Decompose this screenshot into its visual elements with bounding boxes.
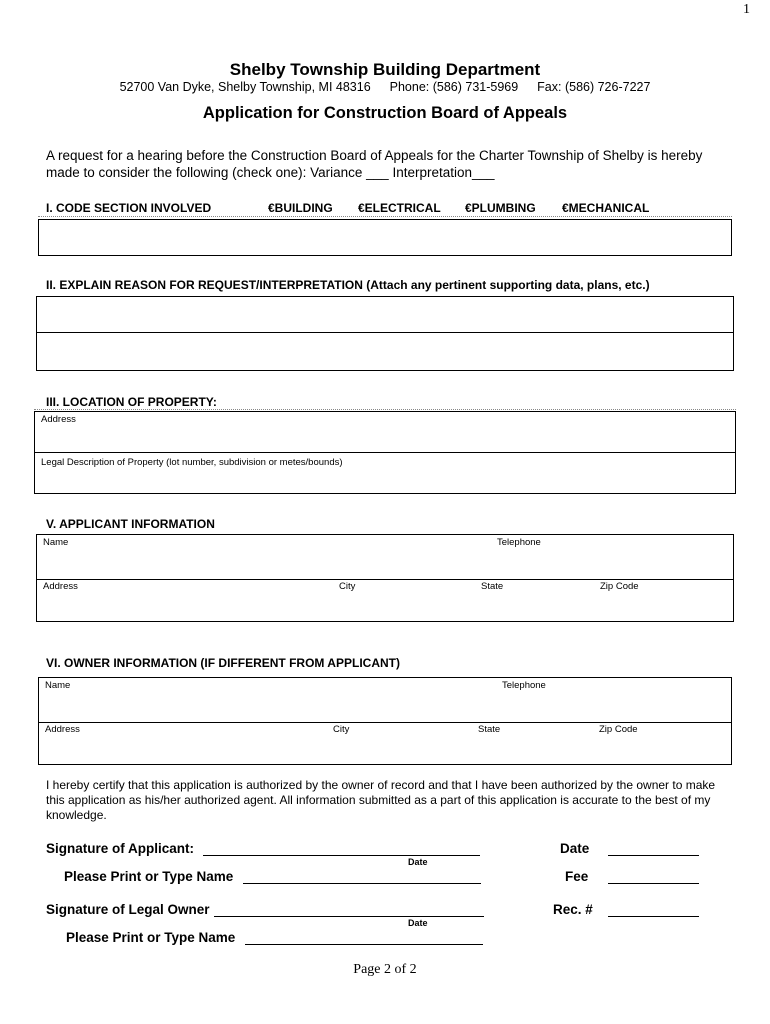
owner-address-field[interactable] (38, 723, 732, 765)
owner-signature-line[interactable] (214, 902, 484, 917)
legal-description-field[interactable] (34, 453, 736, 494)
applicant-zip-label: Zip Code (600, 581, 639, 592)
owner-name-field[interactable] (38, 677, 732, 722)
section-owner-heading: VI. OWNER INFORMATION (IF DIFFERENT FROM APPLICANT) (46, 656, 400, 670)
applicant-signature-label: Signature of Applicant: (46, 841, 194, 856)
department-fax: Fax: (586) 726-7227 (537, 80, 651, 94)
date-label: Date (560, 841, 590, 856)
checkbox-building[interactable]: €BUILDING (268, 201, 333, 215)
department-address: 52700 Van Dyke, Shelby Township, MI 48316 (119, 80, 371, 94)
checkbox-plumbing[interactable]: €PLUMBING (465, 201, 536, 215)
reason-line-2[interactable] (36, 332, 734, 371)
department-title: Shelby Township Building Department (229, 60, 541, 79)
divider (34, 409, 736, 410)
checkbox-electrical[interactable]: €ELECTRICAL (358, 201, 441, 215)
section-reason-heading: II. EXPLAIN REASON FOR REQUEST/INTERPRETATION (Attach any pertinent supporting data, plans, etc.) (46, 278, 650, 292)
owner-state-label: State (478, 724, 501, 735)
fee-line[interactable] (608, 869, 699, 884)
rec-line[interactable] (608, 902, 699, 917)
applicant-state-label: State (481, 581, 504, 592)
owner-print-line[interactable] (245, 930, 483, 945)
applicant-print-line[interactable] (243, 869, 481, 884)
applicant-date-sublabel: Date (408, 857, 428, 867)
applicant-city-label: City (339, 581, 356, 592)
property-address-label: Address (41, 414, 76, 425)
applicant-address-field[interactable] (36, 580, 734, 622)
section-code-heading: I. CODE SECTION INVOLVED (46, 201, 212, 215)
reason-line-1[interactable] (36, 296, 734, 333)
owner-name-label: Name (45, 680, 71, 691)
checkbox-mechanical[interactable]: €MECHANICAL (562, 201, 650, 215)
owner-signature-label: Signature of Legal Owner (46, 902, 210, 917)
owner-date-sublabel: Date (408, 918, 428, 928)
page-number: 1 (743, 2, 750, 17)
property-address-field[interactable] (34, 411, 736, 453)
department-contact (0, 80, 770, 94)
fee-label: Fee (565, 869, 589, 884)
code-section-field[interactable] (38, 219, 732, 256)
intro-text: A request for a hearing before the Construction Board of Appeals for the Charter Township of Shelby is hereby made to consider the following (check one): Variance ___ Interpretation___ (46, 148, 703, 180)
applicant-signature-line[interactable] (203, 841, 480, 856)
legal-description-label: Legal Description of Property (lot number, subdivision or metes/bounds) (41, 457, 343, 468)
date-line[interactable] (608, 841, 699, 856)
applicant-address-label: Address (43, 581, 78, 592)
owner-zip-label: Zip Code (599, 724, 638, 735)
applicant-name-label: Name (43, 537, 69, 548)
applicant-print-label: Please Print or Type Name (64, 869, 234, 884)
form-title: Application for Construction Board of Appeals (202, 104, 568, 122)
divider (38, 216, 732, 217)
department-phone: Phone: (586) 731-5969 (389, 80, 519, 94)
owner-print-label: Please Print or Type Name (66, 930, 236, 945)
section-applicant-heading: V. APPLICANT INFORMATION (46, 517, 215, 531)
rec-label: Rec. # (553, 902, 593, 917)
owner-telephone-label: Telephone (502, 680, 546, 691)
applicant-name-field[interactable] (36, 534, 734, 579)
certification-text: I hereby certify that this application is authorized by the owner of record and that I have been authorized by the owner to make this application as his/her authorized agent. All information submitted as a part of this application is accurate to the best of my knowledge. (46, 778, 716, 822)
owner-address-label: Address (45, 724, 80, 735)
applicant-telephone-label: Telephone (497, 537, 541, 548)
section-location-heading: III. LOCATION OF PROPERTY: (46, 395, 217, 409)
page-footer: Page 2 of 2 (353, 962, 417, 977)
owner-city-label: City (333, 724, 350, 735)
